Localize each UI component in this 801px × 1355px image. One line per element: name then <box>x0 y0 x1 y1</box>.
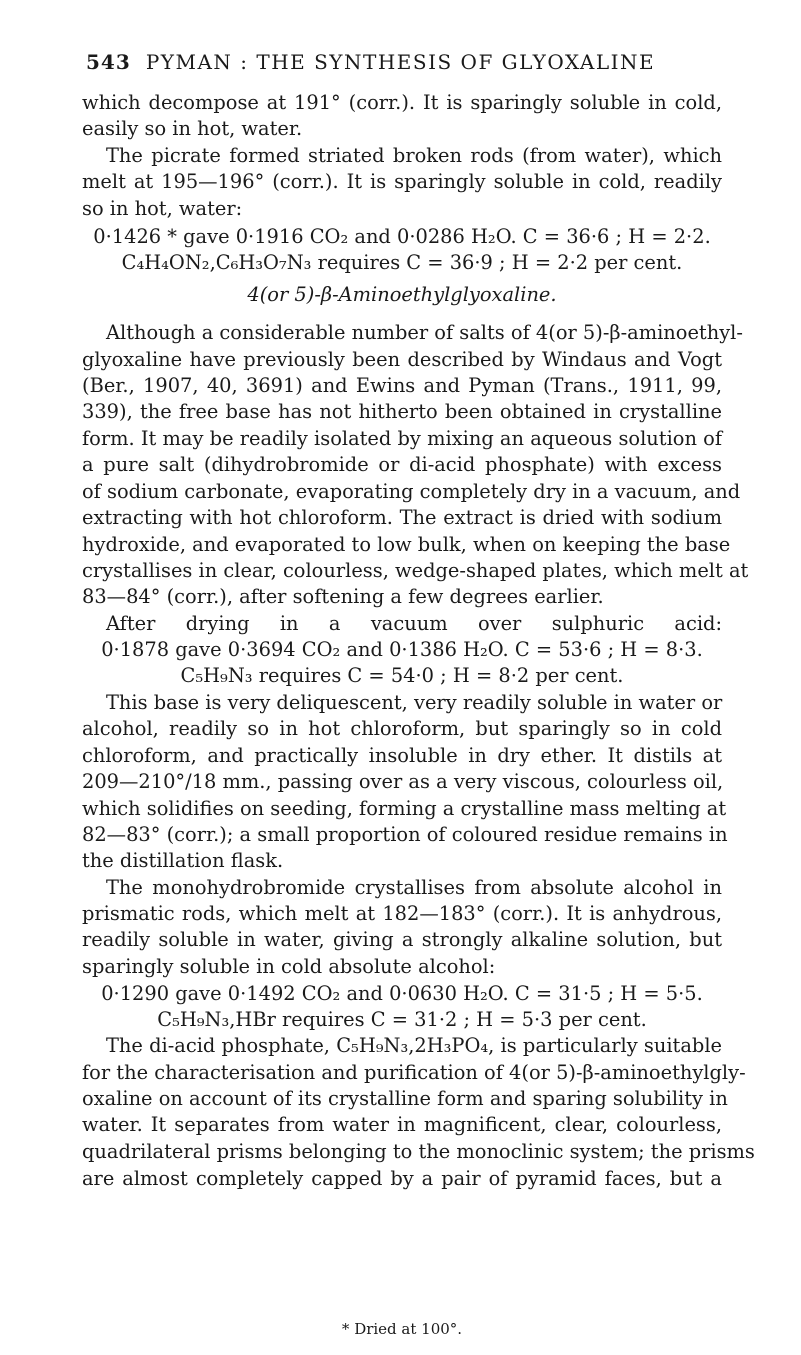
text-line: 82—83° (corr.); a small proportion of coloured residue remains in <box>82 823 728 846</box>
text-line: 339), the free base has not hitherto been obtained in crystalline <box>82 400 722 423</box>
text-line: C₅H₉N₃,HBr requires C = 31·2 ; H = 5·3 per cent. <box>157 1008 647 1031</box>
text-line: This base is very deliquescent, very readily soluble in water or <box>106 691 723 714</box>
text-line: are almost completely capped by a pair of pyramid faces, but a <box>82 1167 722 1190</box>
text-line: chloroform, and practically insoluble in dry ether. It distils at <box>82 744 722 767</box>
text-line: C₅H₉N₃ requires C = 54·0 ; H = 8·2 per cent. <box>180 664 624 687</box>
text-line: (Ber., 1907, 40, 3691) and Ewins and Pyman (Trans., 1911, 99, <box>82 374 722 397</box>
footnote: * Dried at 100°. <box>341 1320 463 1338</box>
running-title: PYMAN : THE SYNTHESIS OF GLYOXALINE <box>145 50 656 74</box>
text-line: quadrilateral prisms belonging to the monoclinic system; the prisms <box>82 1140 755 1163</box>
text-line: easily so in hot, water. <box>82 117 303 140</box>
text-line: a pure salt (dihydrobromide or di-acid phosphate) with excess <box>82 453 722 476</box>
text-line: hydroxide, and evaporated to low bulk, when on keeping the base <box>82 533 731 556</box>
page-header <box>86 50 715 78</box>
text-line: so in hot, water: <box>82 197 243 220</box>
text-line: 0·1878 gave 0·3694 CO₂ and 0·1386 H₂O. C = 53·6 ; H = 8·3. <box>101 638 703 661</box>
text-line: extracting with hot chloroform. The extract is dried with sodium <box>82 506 722 529</box>
text-line: The monohydrobromide crystallises from absolute alcohol in <box>106 876 722 899</box>
text-line: alcohol, readily so in hot chloroform, but sparingly so in cold <box>82 717 722 740</box>
text-line: which solidifies on seeding, forming a crystalline mass melting at <box>82 797 727 820</box>
text-line: form. It may be readily isolated by mixing an aqueous solution of <box>82 427 722 450</box>
text-line: water. It separates from water in magnificent, clear, colourless, <box>82 1113 722 1136</box>
text-line: glyoxaline have previously been described by Windaus and Vogt <box>82 348 722 371</box>
text-line: melt at 195—196° (corr.). It is sparingly soluble in cold, readily <box>82 170 722 193</box>
text-line: The di-acid phosphate, C₅H₉N₃,2H₃PO₄, is particularly suitable <box>106 1034 722 1057</box>
text-line: 83—84° (corr.), after softening a few degrees earlier. <box>82 585 604 608</box>
text-line: 0·1290 gave 0·1492 CO₂ and 0·0630 H₂O. C = 31·5 ; H = 5·5. <box>101 982 703 1005</box>
text-line: prismatic rods, which melt at 182—183° (corr.). It is anhydrous, <box>82 902 722 925</box>
page-number: 543 <box>86 50 131 74</box>
text-line: 209—210°/18 mm., passing over as a very viscous, colourless oil, <box>82 770 724 793</box>
text-line: After drying in a vacuum over sulphuric acid: <box>106 612 722 635</box>
text-line: C₄H₄ON₂,C₆H₃O₇N₃ requires C = 36·9 ; H = 2·2 per cent. <box>121 251 683 274</box>
text-line: sparingly soluble in cold absolute alcohol: <box>82 955 496 978</box>
text-line: for the characterisation and purification of 4(or 5)-β-aminoethylgly- <box>82 1061 746 1084</box>
text-line: oxaline on account of its crystalline form and sparing solubility in <box>82 1087 728 1110</box>
text-line: The picrate formed striated broken rods (from water), which <box>106 144 722 167</box>
text-line: which decompose at 191° (corr.). It is sparingly soluble in cold, <box>82 91 722 114</box>
text-line: the distillation flask. <box>82 849 284 872</box>
text-line: crystallises in clear, colourless, wedge-shaped plates, which melt at <box>82 559 749 582</box>
section-heading: 4(or 5)-β-Aminoethylglyoxaline. <box>247 283 557 306</box>
text-line: readily soluble in water, giving a strongly alkaline solution, but <box>82 928 722 951</box>
text-line: 0·1426 * gave 0·1916 CO₂ and 0·0286 H₂O. C = 36·6 ; H = 2·2. <box>93 225 711 248</box>
text-line: Although a considerable number of salts of 4(or 5)-β-aminoethyl- <box>106 321 743 344</box>
text-line: of sodium carbonate, evaporating completely dry in a vacuum, and <box>82 480 741 503</box>
